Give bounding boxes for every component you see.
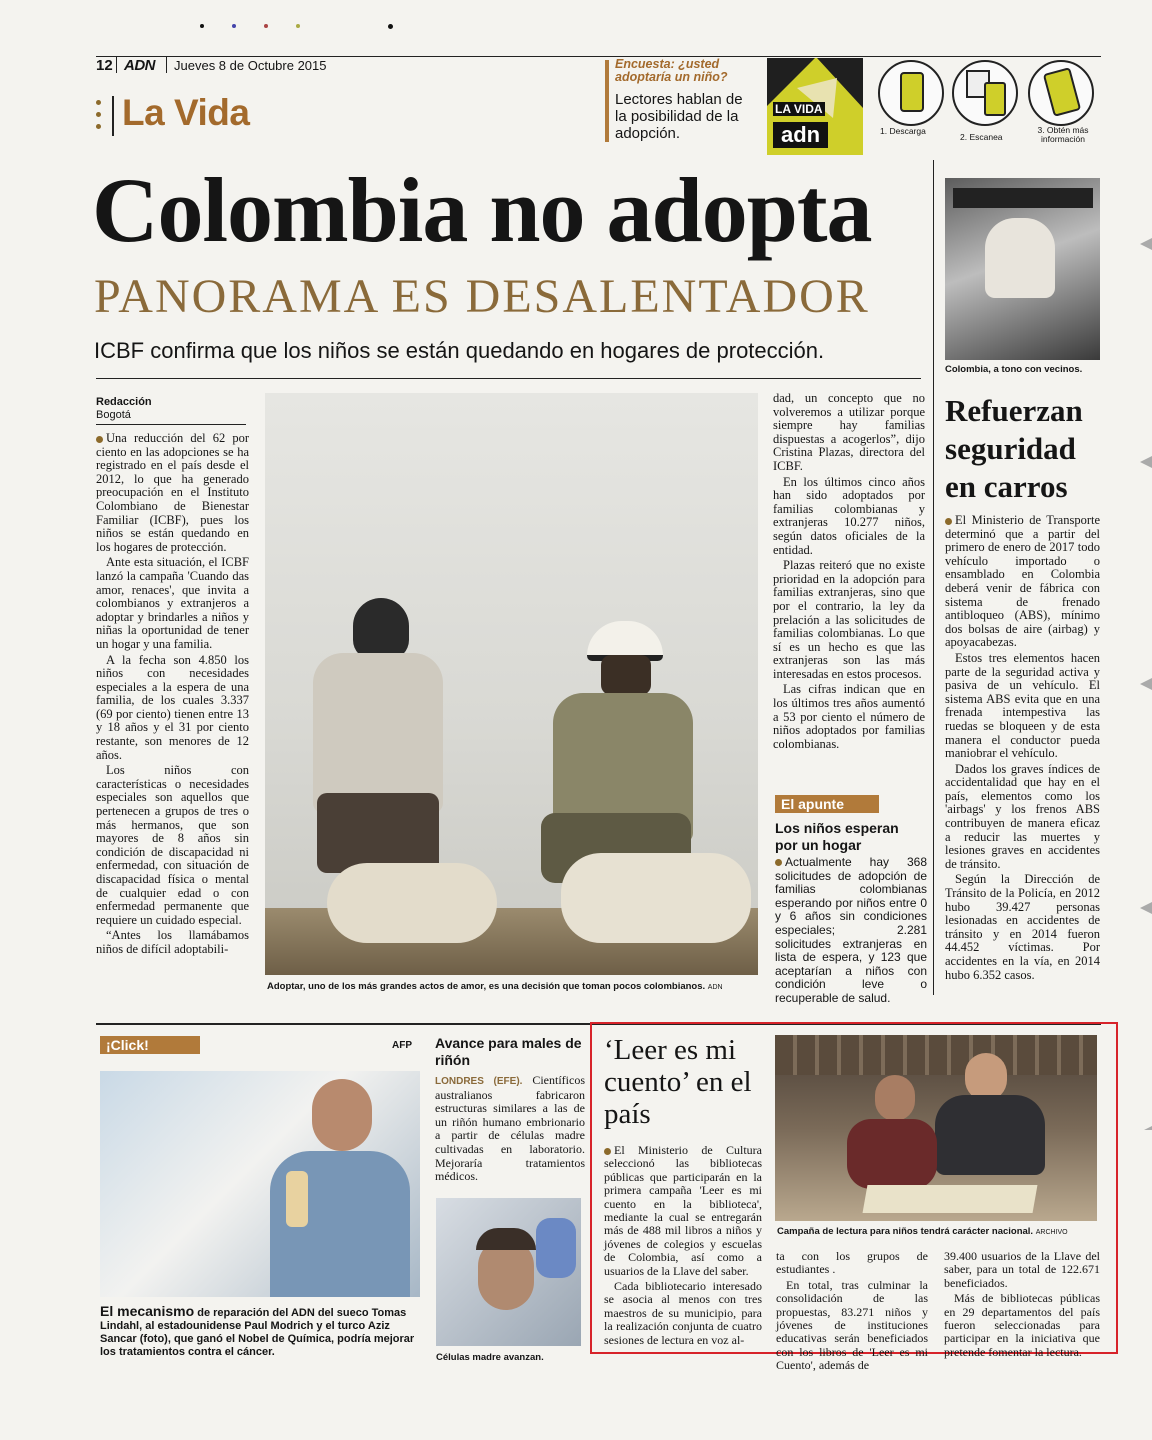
sidebar-body: El Ministerio de Transporte determinó que a partir del primero de enero de 2017 todo vehículo importado o ensamblado en Colombia deberá venir de fábrica con sistema de frenado antibloqueo (ABS), mínimo dos bolsas de aire (airbag) y apoyacabezas. Estos tres elementos hacen parte de la seguridad activa y pasiva de un vehículo. El sistema ABS evita que en una frenada intempestiva las ruedas se bloqueen y de esta manera el conductor pueda maniobrar el vehículo. Dados los graves índices de accidentalidad que hay en el país, elementos como los 'airbags' y los frenos ABS contribuyen de manera eficaz a reducir las muertes y lesiones graves en accidentes de tránsito. Según la Dirección de Tránsito de la Policía, en 2012 hubo 39.427 personas lesionadas en accidentes de tránsito y en 2014 fueron 44.452 víctimas. Por accidentes en la vía, en 2014 hubo 6.352 casos. — [945, 513, 1100, 982]
car-photo-caption: Colombia, a tono con vecinos. — [945, 364, 1083, 375]
leer-headline: ‘Leer es mi cuento’ en el país — [604, 1034, 752, 1130]
byline: Redacción — [96, 396, 152, 408]
main-photo-caption: Adoptar, uno de los más grandes actos de amor, es una decisión que toman pocos colombianos. ADN — [267, 981, 723, 992]
la-vida-adn-promo[interactable]: LA VIDA adn — [767, 58, 863, 155]
car-safety-photo — [945, 178, 1100, 360]
margin-marks — [1134, 230, 1152, 1130]
bullet-icon — [604, 1148, 611, 1155]
page-number: 12 — [96, 57, 113, 74]
main-deck: ICBF confirma que los niños se están quedando en hogares de protección. — [94, 338, 825, 363]
main-body-col2: dad, un concepto que no volveremos a utilizar porque siempre hay familias dispuestas a acogerlos”, dijo Cristina Plazas, directora del ICBF. En los últimos cinco años han sido adoptados por familias colombianas y extranjeras 10.277 niños, según datos oficiales de la entidad. Plazas reiteró que no existe prioridad en la adopción para familias extranjeras, sino que por el contrario, la ley da prelación a las solicitudes de familias colombianas. Lo que sí es un hecho es que las extranjeras son las más interesadas en estos procesos. Las cifras indican que en los últimos tres años aumentó a 53 por ciento el número de niños adoptados por familias colombianas. — [773, 391, 925, 751]
stem-cells-photo — [436, 1198, 581, 1346]
step-info: 3. Obtén más información — [1024, 60, 1100, 148]
kidney-dateline: LONDRES (EFE). — [435, 1076, 523, 1087]
step-download: 1. Descarga — [876, 60, 946, 148]
phone-scan-icon — [952, 60, 1018, 126]
step-scan: 2. Escanea — [948, 60, 1022, 148]
survey-title: Encuesta: ¿usted adoptaría un niño? — [615, 57, 728, 84]
adoption-children-photo — [265, 393, 758, 975]
main-headline: Colombia no adopta — [92, 159, 872, 261]
issue-date: Jueves 8 de Octubre 2015 — [174, 58, 327, 73]
survey-text: Lectores hablan de la posibilidad de la adopción. — [615, 91, 743, 142]
phone-adn-icon — [1028, 60, 1094, 126]
section-title: La Vida — [122, 92, 250, 133]
click-caption: El mecanismo de reparación del ADN del sueco Tomas Lindahl, al estadounidense Paul Modrich y el turco Aziz Sancar (foto), que ganó el Nobel de Química, podría mejorar los tratamientos contra el cáncer. — [100, 1303, 415, 1358]
kidney-body: LONDRES (EFE). Científicos australianos fabricaron estructuras similares a las de un riñón humano embrionario a partir de células madre cultivadas en laboratorio. Mejoraría tratamientos médicos. — [435, 1073, 586, 1184]
brand-logo: ADN — [124, 57, 155, 74]
apunte-title: Los niños esperan por un hogar — [775, 820, 899, 853]
apunte-tag: El apunte — [775, 795, 879, 813]
survey-bar — [605, 60, 609, 142]
phone-download-icon — [878, 60, 944, 126]
click-credit: AFP — [392, 1040, 412, 1051]
reading-photo-credit: ARCHIVO — [1035, 1229, 1068, 1236]
reading-photo-caption: Campaña de lectura para niños tendrá carácter nacional. ARCHIVO — [777, 1226, 1068, 1237]
click-caption-lead: El mecanismo — [100, 1303, 195, 1319]
bullet-icon — [775, 859, 782, 866]
main-body-col1: Una reducción del 62 por ciento en las adopciones se ha registrado en el país desde el 2012, lo que ha generado preocupación en el Instituto Colombiano de Bienestar Familiar (ICBF), pues los niños se están quedando en los hogares de protección. Ante esta situación, el ICBF lanzó la campaña 'Cuando das amor, renaces', que invita a colombianos y extranjeros a adoptar y brindarles a niños y niñas la oportunidad de tener un hogar y una familia. A la fecha son 4.850 los niños con necesidades especiales a la espera de una familia, de los cuales 3.337 (69 por ciento) tienen entre 13 y 18 años y el 31 por ciento restante, son menores de 12 años. Los niños con características o necesidades especiales son aquellos que pertenecen a grupos de tres o más hermanos, que son mayores de 8 años sin condición de discapacidad ni enfermedad, con situación de discapacidad física o mental de cualquier edad o con enfermedad permanente que requiere un cuidado especial. “Antes los llamábamos niños de difícil adoptabili- — [96, 431, 249, 956]
apunte-body: Actualmente hay 368 solicitudes de adopción de familias colombianas esperando por niños entre 0 y 6 años sin condiciones especiales; 2.281 solicitudes extranjeras en lista de espera, y 123 que aceptarían a niños con condición leve o recuperable de salud. — [775, 855, 927, 1005]
main-kicker: PANORAMA ES DESALENTADOR — [94, 270, 870, 323]
leer-body-col3: 39.400 usuarios de la Llave del saber, para un total de 122.671 beneficiados. Más de bibliotecas públicas en 29 departamentos del país fueron seleccionadas para participar en la iniciativa que pretende fomentar la lectura. — [944, 1249, 1100, 1359]
section-dots-icon — [96, 100, 102, 134]
click-tag: ¡Click! — [100, 1036, 200, 1054]
byline-location: Bogotá — [96, 409, 131, 421]
nobel-laureate-photo — [100, 1071, 420, 1297]
print-marks — [200, 24, 400, 32]
bullet-icon — [945, 518, 952, 525]
bullet-icon — [96, 436, 103, 443]
reading-campaign-photo — [775, 1035, 1097, 1221]
leer-body-col1: El Ministerio de Cultura seleccionó las bibliotecas públicas que participarán en la primera campaña 'Leer es mi cuento en la biblioteca', mediante la cual se entregarán más de 488 mil libros a niños y jóvenes de colegios y escuelas de Colombia, así como a usuarios de la Llave del saber. Cada bibliotecario interesado se asocia al menos con tres maestros de su municipio, para la realización conjunta de cuatro sesiones de lectura en voz al- — [604, 1143, 762, 1347]
sidebar-headline: Refuerzan seguridad en carros — [945, 393, 1083, 504]
stem-cells-caption: Células madre avanzan. — [436, 1352, 544, 1363]
leer-body-col2: ta con los grupos de estudiantes . En total, tras culminar la consolidación de las propuestas, 83.271 niños y jóvenes de instituciones educativas serán beneficiados con los libros de 'Leer es mi Cuento', además de — [776, 1249, 928, 1373]
main-photo-credit: ADN — [707, 984, 723, 991]
kidney-headline: Avance para males de riñón — [435, 1035, 582, 1068]
